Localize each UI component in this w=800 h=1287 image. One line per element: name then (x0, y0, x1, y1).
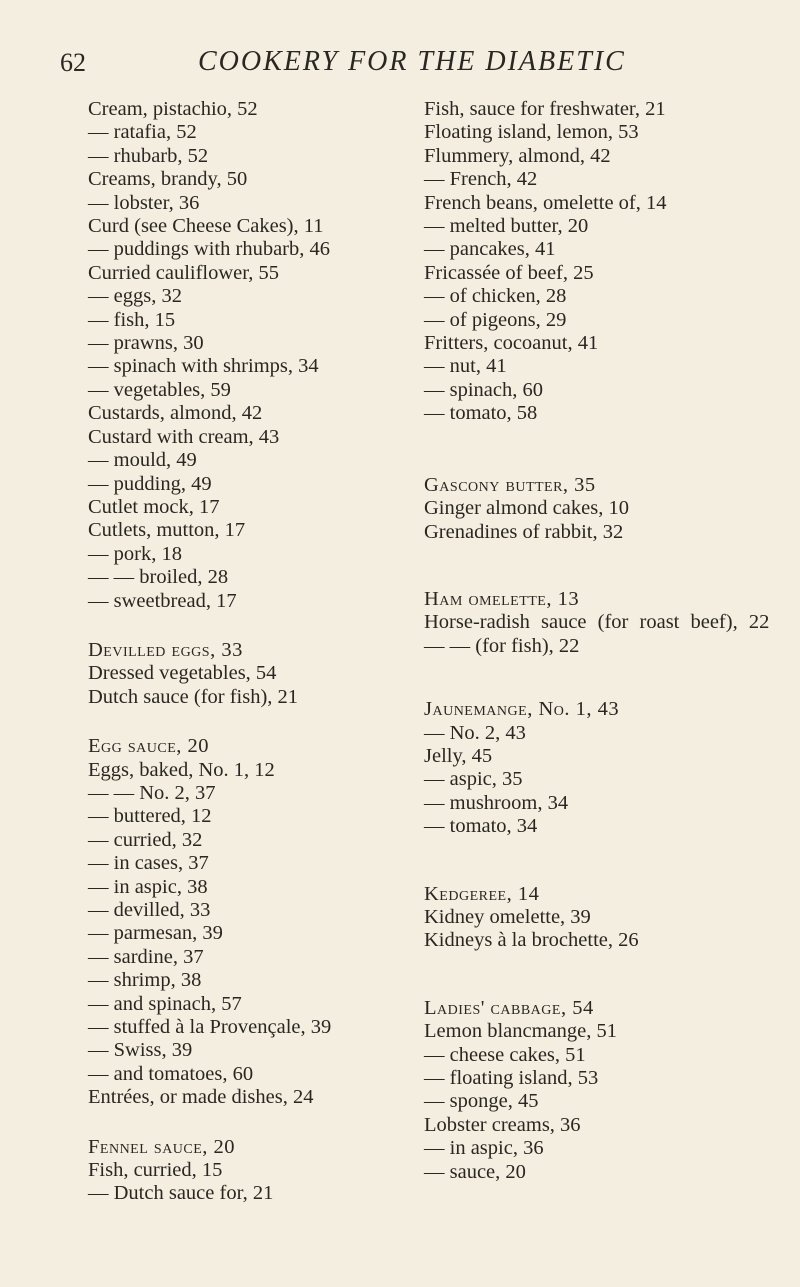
index-entry: Kedgeree, 14 (424, 882, 540, 905)
index-entry: Grenadines of rabbit, 32 (424, 520, 624, 543)
index-entry: — stuffed à la Provençale, 39 (88, 1016, 332, 1039)
index-entry: — floating island, 53 (424, 1067, 599, 1089)
index-entry: Curried cauliflower, 55 (88, 261, 280, 284)
index-entry: — spinach with shrimps, 34 (88, 355, 319, 378)
index-entry: — — No. 2, 37 (88, 781, 216, 804)
index-entry: — sponge, 45 (424, 1090, 539, 1113)
index-entry: — sauce, 20 (424, 1160, 526, 1183)
index-entry: Ginger almond cakes, 10 (424, 497, 629, 520)
index-entry: Jelly, 45 (424, 744, 493, 767)
index-entry: Floating island, lemon, 53 (424, 121, 639, 144)
index-entry: — parmesan, 39 (88, 922, 223, 945)
index-entry: — tomato, 34 (424, 815, 538, 838)
index-entry: Custard with cream, 43 (88, 425, 280, 448)
index-entry: — in cases, 37 (88, 852, 209, 875)
index-entry: — lobster, 36 (88, 191, 200, 214)
index-entry: Fish, curried, 15 (88, 1159, 223, 1182)
index-entry: Gascony butter, 35 (424, 473, 596, 496)
index-entry: — in aspic, 36 (424, 1137, 544, 1160)
index-entry: — mould, 49 (88, 449, 197, 472)
index-entry: — sweetbread, 17 (88, 589, 237, 612)
index-entry: Dressed vegetables, 54 (88, 662, 277, 685)
index-entry: — spinach, 60 (424, 378, 543, 401)
index-entry: Egg sauce, 20 (88, 735, 210, 758)
index-entry: Eggs, baked, No. 1, 12 (88, 758, 275, 781)
index-entry: Cutlets, mutton, 17 (88, 519, 246, 542)
index-entry: Horse-radish sauce (for roast beef), 22 (424, 611, 770, 634)
index-entry: Kidneys à la brochette, 26 (424, 929, 639, 952)
index-entry: — nut, 41 (424, 355, 507, 378)
index-section-f (88, 1136, 428, 1206)
index-entry: Ham omelette, 13 (424, 587, 580, 610)
index-entry: Dutch sauce (for fish), 21 (88, 685, 299, 708)
index-section-l (424, 997, 769, 1184)
index-section-d (88, 639, 428, 709)
index-section-h (424, 588, 769, 658)
index-entry: — mushroom, 34 (424, 791, 569, 814)
index-section-j (424, 698, 769, 838)
page-number: 62 (60, 48, 86, 77)
index-entry: Lemon blancmange, 51 (424, 1020, 617, 1043)
index-entry: Custards, almond, 42 (88, 402, 263, 425)
index-entry: — eggs, 32 (88, 285, 182, 308)
index-entry: — Swiss, 39 (88, 1039, 193, 1062)
index-entry: — melted butter, 20 (424, 215, 589, 238)
index-entry: — rhubarb, 52 (88, 144, 209, 167)
index-entry: — of pigeons, 29 (424, 308, 567, 331)
index-entry: — pudding, 49 (88, 472, 212, 495)
index-entry: — buttered, 12 (88, 805, 212, 828)
index-entry: Kidney omelette, 39 (424, 905, 591, 928)
index-entry: — cheese cakes, 51 (424, 1043, 586, 1066)
index-entry: Fennel sauce, 20 (88, 1135, 236, 1158)
index-entry: — and spinach, 57 (88, 992, 242, 1015)
index-entry: Fish, sauce for freshwater, 21 (424, 98, 666, 120)
index-entry: Cream, pistachio, 52 (88, 98, 258, 120)
index-entry: — sardine, 37 (88, 945, 204, 968)
index-entry: — devilled, 33 (88, 899, 211, 921)
index-entry: Curd (see Cheese Cakes), 11 (88, 215, 324, 238)
index-entry: — and tomatoes, 60 (88, 1062, 254, 1085)
index-entry: — aspic, 35 (424, 768, 523, 791)
index-entry: French beans, omelette of, 14 (424, 191, 667, 214)
index-entry: — vegetables, 59 (88, 378, 231, 401)
index-entry: — prawns, 30 (88, 332, 204, 355)
index-entry: — in aspic, 38 (88, 875, 208, 898)
index-entry: — French, 42 (424, 168, 538, 191)
index-entry: Creams, brandy, 50 (88, 168, 248, 191)
index-section-f-cont (424, 98, 769, 426)
index-entry: — No. 2, 43 (424, 721, 526, 744)
index-entry: — pancakes, 41 (424, 238, 556, 261)
index-entry: — curried, 32 (88, 828, 203, 851)
index-entry: Fritters, cocoanut, 41 (424, 332, 599, 355)
index-entry: — puddings with rhubarb, 46 (88, 238, 330, 261)
index-entry: — — (for fish), 22 (424, 634, 580, 657)
index-entry: Lobster creams, 36 (424, 1113, 581, 1136)
index-entry: Devilled eggs, 33 (88, 638, 243, 661)
index-entry: Entrées, or made dishes, 24 (88, 1086, 314, 1109)
index-section-c (88, 98, 428, 613)
index-entry: — pork, 18 (88, 542, 182, 565)
index-entry: — ratafia, 52 (88, 121, 197, 144)
index-entry: Flummery, almond, 42 (424, 144, 611, 167)
index-entry: Jaunemange, No. 1, 43 (424, 698, 620, 721)
page-header (0, 44, 800, 84)
index-entry: Fricassée of beef, 25 (424, 261, 594, 284)
index-entry: Cutlet mock, 17 (88, 495, 220, 518)
index-column-left (88, 98, 428, 1232)
index-section-e (88, 735, 428, 1110)
index-entry: Ladies' cabbage, 54 (424, 996, 594, 1019)
index-section-g (424, 474, 769, 544)
index-entry: — — broiled, 28 (88, 566, 229, 589)
index-entry: — fish, 15 (88, 308, 176, 331)
index-section-k (424, 883, 769, 953)
index-column-right (424, 98, 769, 1210)
index-entry: — of chicken, 28 (424, 285, 567, 308)
index-entry: — shrimp, 38 (88, 969, 202, 992)
index-entry: — Dutch sauce for, 21 (88, 1182, 274, 1205)
index-entry: — tomato, 58 (424, 402, 538, 425)
running-title: COOKERY FOR THE DIABETIC (198, 46, 626, 77)
